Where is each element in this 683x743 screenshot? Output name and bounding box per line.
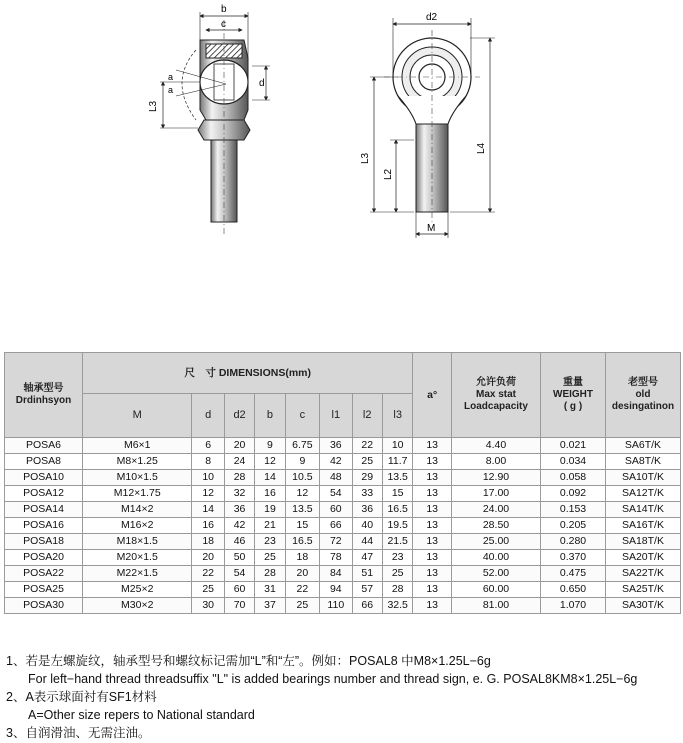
subheader-c: c xyxy=(285,394,319,438)
cell-d2: 46 xyxy=(224,534,254,550)
cell-model: POSA14 xyxy=(5,502,83,518)
note-line: 1、若是左螺旋纹，轴承型号和螺纹标记需加“L”和“左”。例如：POSAL8 中M8×1.25L−6g xyxy=(6,654,491,668)
cell-l2: 33 xyxy=(352,486,382,502)
cell-d: 30 xyxy=(192,598,224,614)
cell-c: 10.5 xyxy=(285,470,319,486)
table-row xyxy=(5,550,681,566)
cell-d: 12 xyxy=(192,486,224,502)
cell-d: 14 xyxy=(192,502,224,518)
cell-a: 13 xyxy=(413,486,452,502)
subheader-d2: d2 xyxy=(224,394,254,438)
cell-d: 8 xyxy=(192,454,224,470)
cell-load: 52.00 xyxy=(451,566,540,582)
cell-a: 13 xyxy=(413,598,452,614)
cell-b: 19 xyxy=(255,502,285,518)
cell-d: 18 xyxy=(192,534,224,550)
cell-a: 13 xyxy=(413,566,452,582)
cell-old: SA22T/K xyxy=(605,566,680,582)
cell-weight: 0.058 xyxy=(541,470,606,486)
cell-a: 13 xyxy=(413,438,452,454)
cell-b: 28 xyxy=(255,566,285,582)
cell-l3: 32.5 xyxy=(382,598,413,614)
cell-c: 6.75 xyxy=(285,438,319,454)
label-d: d xyxy=(259,78,265,89)
subheader-l2: l2 xyxy=(352,394,382,438)
cell-l1: 60 xyxy=(320,502,352,518)
cell-d2: 50 xyxy=(224,550,254,566)
cell-d2: 32 xyxy=(224,486,254,502)
cell-load: 40.00 xyxy=(451,550,540,566)
cell-a: 13 xyxy=(413,518,452,534)
cell-d: 16 xyxy=(192,518,224,534)
cell-c: 15 xyxy=(285,518,319,534)
cell-weight: 0.370 xyxy=(541,550,606,566)
label-l3-front: L3 xyxy=(360,152,371,164)
cell-l2: 51 xyxy=(352,566,382,582)
cell-d2: 20 xyxy=(224,438,254,454)
side-view-drawing xyxy=(148,4,270,235)
cell-load: 8.00 xyxy=(451,454,540,470)
label-a1: a xyxy=(168,72,174,82)
cell-model: POSA25 xyxy=(5,582,83,598)
cell-model: POSA30 xyxy=(5,598,83,614)
cell-c: 9 xyxy=(285,454,319,470)
cell-l1: 66 xyxy=(320,518,352,534)
cell-b: 23 xyxy=(255,534,285,550)
cell-l1: 36 xyxy=(320,438,352,454)
cell-l2: 36 xyxy=(352,502,382,518)
cell-m: M16×2 xyxy=(83,518,192,534)
cell-m: M30×2 xyxy=(83,598,192,614)
header-weight-cn: 重量 xyxy=(563,377,583,388)
cell-c: 13.5 xyxy=(285,502,319,518)
label-c: c xyxy=(221,19,226,30)
cell-model: POSA16 xyxy=(5,518,83,534)
cell-m: M22×1.5 xyxy=(83,566,192,582)
header-dimensions xyxy=(83,353,413,394)
cell-c: 20 xyxy=(285,566,319,582)
cell-model: POSA20 xyxy=(5,550,83,566)
cell-load: 4.40 xyxy=(451,438,540,454)
cell-l3: 28 xyxy=(382,582,413,598)
header-dimensions-cn: 尺 寸 xyxy=(184,366,216,379)
cell-l3: 13.5 xyxy=(382,470,413,486)
cell-d: 20 xyxy=(192,550,224,566)
cell-model: POSA18 xyxy=(5,534,83,550)
header-model xyxy=(5,353,83,438)
note-line: 2、A表示球面衬有SF1材料 xyxy=(6,690,157,704)
cell-l2: 47 xyxy=(352,550,382,566)
cell-model: POSA22 xyxy=(5,566,83,582)
cell-l2: 25 xyxy=(352,454,382,470)
label-a2: a xyxy=(168,85,174,95)
cell-weight: 0.650 xyxy=(541,582,606,598)
table-row xyxy=(5,534,681,550)
header-model-en: Drdinhsyon xyxy=(15,395,72,406)
note-line: For left−hand thread threadsuffix "L" is added bearings number and thread sign, e. G. POSAL8KM8×1.25L−6g xyxy=(28,672,638,686)
cell-m: M10×1.5 xyxy=(83,470,192,486)
table-row xyxy=(5,582,681,598)
cell-l1: 42 xyxy=(320,454,352,470)
cell-l1: 54 xyxy=(320,486,352,502)
cell-d2: 70 xyxy=(224,598,254,614)
cell-l2: 29 xyxy=(352,470,382,486)
cell-load: 24.00 xyxy=(451,502,540,518)
cell-c: 12 xyxy=(285,486,319,502)
cell-l2: 40 xyxy=(352,518,382,534)
cell-l2: 57 xyxy=(352,582,382,598)
cell-b: 21 xyxy=(255,518,285,534)
header-weight-en1: WEIGHT xyxy=(553,389,593,400)
header-angle: a° xyxy=(413,353,452,438)
cell-old: SA20T/K xyxy=(605,550,680,566)
header-old-en1: old xyxy=(635,389,651,400)
cell-model: POSA10 xyxy=(5,470,83,486)
cell-c: 22 xyxy=(285,582,319,598)
cell-load: 28.50 xyxy=(451,518,540,534)
table-row xyxy=(5,518,681,534)
cell-weight: 0.153 xyxy=(541,502,606,518)
cell-b: 25 xyxy=(255,550,285,566)
cell-d: 22 xyxy=(192,566,224,582)
cell-l3: 15 xyxy=(382,486,413,502)
label-l2: L2 xyxy=(383,168,394,180)
subheader-l1: l1 xyxy=(320,394,352,438)
cell-weight: 0.205 xyxy=(541,518,606,534)
cell-model: POSA12 xyxy=(5,486,83,502)
subheader-b: b xyxy=(255,394,285,438)
cell-d2: 54 xyxy=(224,566,254,582)
cell-weight: 0.034 xyxy=(541,454,606,470)
cell-old: SA10T/K xyxy=(605,470,680,486)
cell-a: 13 xyxy=(413,470,452,486)
cell-l3: 23 xyxy=(382,550,413,566)
cell-m: M6×1 xyxy=(83,438,192,454)
notes-section xyxy=(6,652,678,742)
cell-l2: 44 xyxy=(352,534,382,550)
cell-a: 13 xyxy=(413,550,452,566)
cell-m: M25×2 xyxy=(83,582,192,598)
cell-old: SA18T/K xyxy=(605,534,680,550)
label-m: M xyxy=(427,223,436,234)
cell-weight: 0.021 xyxy=(541,438,606,454)
cell-l1: 110 xyxy=(320,598,352,614)
specification-table-body xyxy=(5,438,681,614)
subheader-m: M xyxy=(83,394,192,438)
header-dimensions-en: DIMENSIONS(mm) xyxy=(218,366,312,379)
cell-b: 14 xyxy=(255,470,285,486)
cell-d2: 42 xyxy=(224,518,254,534)
header-old-model xyxy=(605,353,680,438)
cell-l1: 94 xyxy=(320,582,352,598)
cell-old: SA14T/K xyxy=(605,502,680,518)
cell-old: SA6T/K xyxy=(605,438,680,454)
header-load-cn: 允许负荷 xyxy=(475,377,516,388)
cell-d2: 28 xyxy=(224,470,254,486)
cell-l1: 72 xyxy=(320,534,352,550)
cell-b: 37 xyxy=(255,598,285,614)
cell-m: M14×2 xyxy=(83,502,192,518)
cell-a: 13 xyxy=(413,534,452,550)
cell-d: 10 xyxy=(192,470,224,486)
cell-d: 6 xyxy=(192,438,224,454)
cell-l3: 21.5 xyxy=(382,534,413,550)
header-old-cn: 老型号 xyxy=(627,377,658,388)
cell-d: 25 xyxy=(192,582,224,598)
cell-l3: 25 xyxy=(382,566,413,582)
cell-m: M18×1.5 xyxy=(83,534,192,550)
cell-a: 13 xyxy=(413,582,452,598)
cell-load: 17.00 xyxy=(451,486,540,502)
cell-b: 12 xyxy=(255,454,285,470)
cell-b: 9 xyxy=(255,438,285,454)
cell-a: 13 xyxy=(413,454,452,470)
technical-drawings xyxy=(0,0,683,300)
header-load-en2: Loadcapacity xyxy=(464,401,528,412)
cell-load: 81.00 xyxy=(451,598,540,614)
front-view-drawing xyxy=(360,12,495,238)
cell-c: 18 xyxy=(285,550,319,566)
cell-b: 31 xyxy=(255,582,285,598)
cell-old: SA30T/K xyxy=(605,598,680,614)
label-l4: L4 xyxy=(476,142,487,154)
header-model-cn: 轴承型号 xyxy=(23,383,64,394)
specification-table xyxy=(4,352,681,614)
cell-l2: 22 xyxy=(352,438,382,454)
cell-old: SA12T/K xyxy=(605,486,680,502)
label-l3-side: L3 xyxy=(148,100,159,112)
cell-d2: 36 xyxy=(224,502,254,518)
table-row xyxy=(5,502,681,518)
cell-model: POSA6 xyxy=(5,438,83,454)
table-row xyxy=(5,454,681,470)
table-row xyxy=(5,470,681,486)
cell-c: 25 xyxy=(285,598,319,614)
note-line: 3、自润滑油、无需注油。 xyxy=(6,726,151,740)
cell-b: 16 xyxy=(255,486,285,502)
cell-old: SA25T/K xyxy=(605,582,680,598)
label-b: b xyxy=(221,4,227,15)
cell-old: SA16T/K xyxy=(605,518,680,534)
table-row xyxy=(5,438,681,454)
subheader-d: d xyxy=(192,394,224,438)
header-weight-en2: ( g ) xyxy=(563,401,583,412)
label-d2: d2 xyxy=(426,12,438,23)
cell-weight: 1.070 xyxy=(541,598,606,614)
cell-m: M20×1.5 xyxy=(83,550,192,566)
cell-l3: 11.7 xyxy=(382,454,413,470)
note-line: A=Other size repers to National standard xyxy=(28,708,255,722)
cell-l3: 10 xyxy=(382,438,413,454)
cell-d2: 60 xyxy=(224,582,254,598)
cell-l2: 66 xyxy=(352,598,382,614)
header-old-en2: desingatinon xyxy=(611,401,675,412)
cell-load: 25.00 xyxy=(451,534,540,550)
header-load-en1: Max stat xyxy=(475,389,516,400)
cell-l3: 19.5 xyxy=(382,518,413,534)
table-row xyxy=(5,486,681,502)
cell-l1: 78 xyxy=(320,550,352,566)
subheader-l3: l3 xyxy=(382,394,413,438)
cell-weight: 0.092 xyxy=(541,486,606,502)
header-load xyxy=(451,353,540,438)
cell-m: M12×1.75 xyxy=(83,486,192,502)
cell-weight: 0.280 xyxy=(541,534,606,550)
cell-l1: 84 xyxy=(320,566,352,582)
table-row xyxy=(5,566,681,582)
cell-load: 12.90 xyxy=(451,470,540,486)
cell-weight: 0.475 xyxy=(541,566,606,582)
cell-d2: 24 xyxy=(224,454,254,470)
cell-old: SA8T/K xyxy=(605,454,680,470)
cell-m: M8×1.25 xyxy=(83,454,192,470)
cell-model: POSA8 xyxy=(5,454,83,470)
cell-l3: 16.5 xyxy=(382,502,413,518)
table-row xyxy=(5,598,681,614)
cell-load: 60.00 xyxy=(451,582,540,598)
cell-l1: 48 xyxy=(320,470,352,486)
cell-a: 13 xyxy=(413,502,452,518)
cell-c: 16.5 xyxy=(285,534,319,550)
header-weight xyxy=(541,353,606,438)
